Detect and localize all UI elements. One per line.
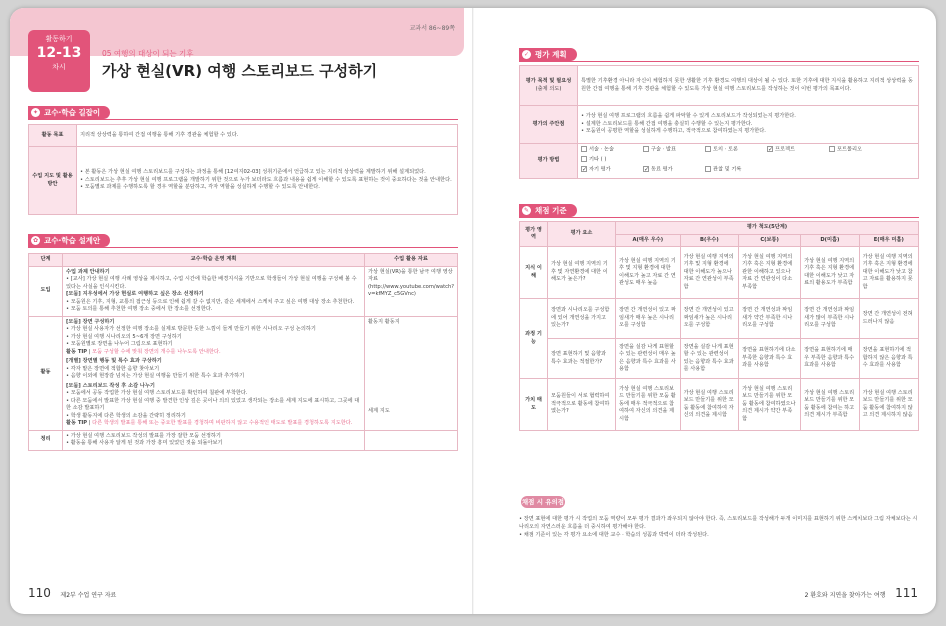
check-icon: ✓ [523, 51, 530, 58]
dev-point-3-item: • 다른 모둠에서 발표한 가상 현실 여행 중 발견한 인상 깊은 곳이나 의의 있었고 생각되는 장소를 세계 지도에 표시하고, 그곳에 대한 소감 발표하기 [66, 398, 361, 413]
method-cell [578, 144, 919, 179]
eval-plan-table [519, 65, 919, 179]
intro-resource: 가상 현실(VR)을 통한 남극 여행 영상 자료 (http://www.youtube.com/watch?v=kfMYZ_c5GVnc) [365, 266, 458, 316]
dev-point-2-title: [개별] 장면별 행동 및 특수 효과 구상하기 [66, 358, 162, 364]
section-divider [519, 217, 919, 218]
rubric-cell: 가상 현실 여행 스토리보드 만들기를 위한 모둠 활동에 매우 적극적으로 참여하여 자신의 의견을 제시함 [616, 379, 681, 431]
rubric-level-header: E(매우 미흡) [859, 234, 918, 247]
method-option[interactable] [643, 166, 705, 174]
method-option-label: 구술 · 발표 [651, 146, 676, 153]
intro-point-2-item: • 모둠원은 기후, 지형, 교통의 접근성 등으로 인해 쉽게 갈 수 없지만, 같은 세계에서 스케치 주고 싶은 여행 대상 장소 추천한다. [66, 299, 361, 307]
rubric-area: 과정 기능 [520, 299, 548, 379]
rubric-cell: 가상 현실 여행 지역의 기후 및 지형 환경에 대한 이해도가 높으나 자료 간 연관성이 부족함 [680, 247, 739, 299]
rubric-area: 지식 이해 [520, 247, 548, 299]
focus-label: 평가의 주안점 [520, 106, 578, 144]
rubric-row [520, 247, 919, 299]
rubric-level-header: C(보통) [739, 234, 801, 247]
rubric-table [519, 221, 919, 431]
rubric-cell: 장면 간 개연성이 있고 짜임새가 매우 높은 시나리오를 구성함 [616, 299, 681, 339]
rubric-level-header: D(미흡) [801, 234, 860, 247]
focus-cell [578, 106, 919, 144]
checkbox-checked-icon[interactable]: ✓ [768, 146, 774, 153]
checkbox-empty-icon[interactable] [581, 146, 587, 152]
resource-worksheet: 활동지 활동지 [368, 318, 400, 325]
method-option-label: 관찰 및 기록 [713, 166, 742, 173]
guide-item: • 본 활동은 가상 현실 여행 스토리보드를 구성하는 과정을 통해 [12여지02-03] 성취기준에서 언급하고 있는 지리적 상상력을 계발하기 위해 설계되었다. [80, 169, 454, 177]
gear-icon: ✿ [32, 237, 39, 244]
intro-point-2-item: • 모둠 토의를 통해 추천한 여행 장소 중에서 한 장소를 선정한다. [66, 306, 361, 314]
method-option[interactable] [581, 146, 643, 154]
intro-point-2-title: [모둠] 지우성에서 가상 현실로 여행하고 싶은 장소 선정하기 [66, 291, 204, 297]
stage-intro: 도입 [29, 266, 63, 316]
focus-item: • 설계한 스토리보드를 통해 간접 여행을 충실히 수행할 수 있는지 평가한다. [581, 121, 915, 129]
right-footer [805, 586, 918, 600]
rubric-element: 가상 현실 여행 지역의 기후 및 자연환경에 대한 이해도가 높은가? [548, 247, 616, 299]
method-option-label: 기타 ( ) [589, 156, 607, 163]
goal-label: 활동 목표 [29, 125, 77, 147]
method-option-label: 포트폴리오 [837, 146, 863, 153]
checkbox-empty-icon[interactable] [643, 146, 649, 152]
section-divider [28, 119, 458, 120]
checkbox-empty-icon[interactable] [829, 146, 835, 152]
closing-resource [365, 430, 458, 450]
activity-plan [63, 316, 365, 430]
rubric-cell: 가상 현실 여행 스토리보드 만들기를 위한 모둠 활동에 참여하였으나 의견 제시가 약간 부족함 [739, 379, 801, 431]
method-option[interactable] [643, 146, 705, 154]
section-divider [28, 247, 458, 248]
page-number-right: 111 [895, 586, 918, 600]
col-header-plan: 교수·학습 운영 계획 [63, 254, 365, 267]
rubric-cell: 가상 현실 여행 지역의 기후 및 지형 환경에 대한 이해도가 높고 자료 간 연관성도 매우 높음 [616, 247, 681, 299]
intro-point-1-item: • [교사] 가상 현실 여행 사례 영상을 제시하고, 수업 시간에 학습한 배경지식을 기반으로 학생들이 가상 현실 여행을 구성해 볼 수 있다는 사실을 인식시킨다. [66, 276, 361, 291]
scoring-note: • 장면 표현에 대한 평가 시 작업의 모둠 역량이 모두 평가 결과가 좌우되지 않아야 한다. 즉, 스토리보드를 작성해가 두개 이미지를 표현하기 위한 스케치보다 그림 자체보다는 시나리오의 자연스러운 흐름을 더 중시하여 평가해야 한다. [519, 516, 918, 530]
pencil-icon: ✎ [523, 207, 530, 214]
methods-row-1 [581, 146, 915, 166]
badge-label: 활동하기 [45, 35, 73, 43]
checkbox-empty-icon[interactable] [705, 146, 711, 152]
dev-point-3-item: • 학생 활동지에 다른 학생의 소감을 간략히 정리하기 [66, 413, 361, 421]
badge-number: 12-13 [36, 45, 82, 61]
right-page [473, 8, 936, 614]
rubric-cell: 가상 현실 여행 지역의 기후 혹은 지형 환경에 대한 이해도가 낮고 자료의 활용도가 부족함 [801, 247, 860, 299]
design-table [28, 253, 458, 451]
rubric-element: 모둠원들이 서로 협력하여 적극적으로 활동에 참여하였는가? [548, 379, 616, 431]
dev-point-1-item: • 모둠원별로 장면을 나누어 그림으로 표현하기 [66, 341, 361, 349]
textbook-spread [10, 8, 936, 614]
rubric-area: 가치 태도 [520, 379, 548, 431]
activity-resource [365, 316, 458, 430]
section-tab-rubric: ✎ 채점 기준 [519, 204, 577, 217]
rubric-cell: 장면 간 개연성이 전혀 드러나지 않음 [859, 299, 918, 339]
strategy-table [28, 124, 458, 215]
guide-item: • 스토리보드는 추후 가상 현실 여행 프로그램을 개발하기 위한 것으로 누가 보더라도 흐름과 내용을 쉽게 이해할 수 있도록 표현하는 것이 중요하다는 것을 안내한다. [80, 177, 454, 185]
badge-unit: 차시 [52, 63, 66, 71]
resource-world-map: 세계 지도 [368, 408, 390, 414]
dev-point-1-item: • 가상 현실 여행 시나리오의 5~6개 장면 구성하기 [66, 334, 361, 342]
scoring-note-badge: 채점 시 유의점 [521, 498, 565, 506]
section-tab-strategy: ✦ 교수·학습 길잡이 [28, 106, 110, 119]
method-option-label: 자기 평가 [589, 166, 611, 173]
rubric-body [520, 247, 919, 431]
scoring-note: • 채점 기준이 있는 각 평가 요소에 대한 교수 · 학습의 성꼼과 박력이 더라 작성된다. [519, 532, 709, 538]
checkbox-empty-icon[interactable] [581, 156, 587, 162]
footer-part: 제2부 수업 연구 자료 [60, 592, 117, 599]
rubric-cell: 가상 현실 여행 지역의 기후 혹은 지형 환경에 관한 이해하고 있으나 자료 간 연관성이 다소 부족함 [739, 247, 801, 299]
dev-tip-2: 활동 TIP | 다른 학생의 발표를 통해 또는 중요한 발표를 경청하며 비판하지 않고 수용적인 태도로 발표를 경청하도록 지도한다. [66, 420, 353, 426]
method-option[interactable] [581, 156, 643, 164]
dev-point-2-item: • 각자 맡은 장면에 적합한 음향 찾아보기 [66, 366, 361, 374]
footer-chapter: 2 환호와 지연을 찾아가는 여행 [804, 592, 886, 599]
stage-activity: 활동 [29, 316, 63, 430]
methods-row-2 [581, 166, 915, 176]
rubric-cell: 장면을 실감 나게 표현할 수 있는 관련성이 매우 높은 음향과 특수 효과를 사용함 [616, 339, 681, 379]
left-page [10, 8, 473, 614]
purpose-label: 평가 목적 및 필요성 (출제 의도) [520, 66, 578, 106]
dev-tip-1: 활동 TIP | 모둠 구성할 수에 맞춰 장면의 개수를 나누도록 안내한다. [66, 348, 221, 355]
dev-point-1-item: • 가상 현실 사용자가 선정한 여행 장소를 실제로 방문한 듯한 느낌이 들게 만들기 위한 시나리오 구성 논의하기 [66, 326, 361, 334]
left-footer [28, 586, 116, 600]
method-label: 평가 방법 [520, 144, 578, 179]
rubric-row [520, 379, 919, 431]
guide-cell [77, 147, 458, 215]
rubric-row [520, 299, 919, 339]
dev-point-3-item: • 모둠에서 공동 작업한 가상 현실 여행 스토리보드를 확인하여 칠판에 부착한다. [66, 390, 361, 398]
col-header-stage: 단계 [29, 254, 63, 267]
bulb-icon: ✦ [32, 109, 39, 116]
checkbox-empty-icon[interactable] [705, 166, 711, 172]
rubric-element: 장면 표현하기 및 음향과 특수 효과는 적절한가? [548, 339, 616, 379]
rubric-cell: 장면을 실감 나게 표현할 수 있는 관련성이 있는 음향과 특수 효과를 사용함 [680, 339, 739, 379]
method-option-label: 서술 · 논술 [589, 146, 614, 153]
dev-point-3-title: [모둠] 스토리보드 작성 후 소감 나누기 [66, 382, 155, 389]
rubric-cell: 장면 간 개연성이 있고 짜임새가 높은 시나리오를 구성함 [680, 299, 739, 339]
rubric-cell: 가상 현실 여행 스토리보드 만들기를 위한 모둠 활동에 참여하지 않고 의견 제시하지 않음 [859, 379, 918, 431]
focus-item: • 가상 현실 여행 프로그램의 흐름을 쉽게 파악할 수 있게 스토리보드가 작성되었는지 평가한다. [581, 113, 915, 121]
section-divider [519, 61, 919, 62]
rubric-cell: 가상 현실 여행 스토리보드 만들기를 위한 모둠 활동에 참여하여 자신의 의견을 제시함 [680, 379, 739, 431]
rubric-cell: 장면을 표현하기에 다소 부족한 음향과 특수 효과를 사용함 [739, 339, 801, 379]
rubric-header-scale: 평가 척도(5단계) [616, 222, 919, 235]
dev-point-2-item: • 음향 이외에 현장감 넘치는 가상 현실 여행을 만들기 위한 특수 효과 추가하기 [66, 373, 361, 381]
dev-point-1-title: [모둠] 장면 구성하기 [66, 318, 115, 325]
method-option[interactable] [767, 146, 829, 154]
lesson-subtitle: 05 여행의 대상이 되는 기후 [102, 49, 194, 58]
method-option-label: 토의 · 토론 [713, 146, 738, 153]
method-option[interactable] [829, 146, 891, 154]
method-option[interactable] [705, 166, 767, 174]
closing-plan [63, 430, 365, 450]
col-header-resource: 수업 활용 자료 [365, 254, 458, 267]
checkbox-checked-icon[interactable]: ✓ [582, 166, 588, 173]
rubric-header-area: 평가 영역 [520, 222, 548, 247]
rubric-cell: 장면 간 개연성과 짜임새가 약간 부족한 시나리오를 구성함 [739, 299, 801, 339]
closing-item: • 가상 현실 여행 스토리보드 작성의 발표를 가장 잘한 모둠 선정하기 [66, 433, 361, 441]
goal-text: 지리적 상상력을 통하여 간접 여행을 통해 기후 경관을 체험할 수 있다. [77, 125, 458, 147]
method-option-label: 프로젝트 [775, 146, 796, 153]
rubric-level-header: B(우수) [680, 234, 739, 247]
lesson-title: 가상 현실(VR) 여행 스토리보드 구성하기 [102, 62, 378, 80]
activity-badge [28, 30, 90, 92]
scoring-notes [519, 515, 919, 539]
guide-label: 수업 지도 및 활용 방안 [29, 147, 77, 215]
stage-closing: 정리 [29, 430, 63, 450]
method-option[interactable] [581, 166, 643, 174]
rubric-level-header: A(매우 우수) [616, 234, 681, 247]
section-tab-design: ✿ 교수·학습 설계안 [28, 234, 110, 247]
rubric-cell: 장면을 표현하기에 매우 부족한 음향과 특수 효과를 사용함 [801, 339, 860, 379]
purpose-text: 특별한 기후환경 아니라 자신이 체험하지 못한 생활한 기후 환경도 여행의 대상이 될 수 있다. 또한 기후에 대한 지식을 활용하고 지리적 상상력을 동원한 간접 여행을 통해 기후 경관을 체험할 수 있도록 가상 현실 여행 스토리보드를 작성하는 것이 이번 평가의 목표이다. [578, 66, 919, 106]
focus-item: • 모둠원이 공평한 역할을 성실하게 수행하고, 적극적으로 참여하였는지 평가한다. [581, 128, 915, 136]
checkbox-checked-icon[interactable]: ✓ [644, 166, 650, 173]
rubric-header-element: 평가 요소 [548, 222, 616, 247]
rubric-cell: 장면을 표현하기에 적합하지 않은 음향과 특수 효과를 사용함 [859, 339, 918, 379]
rubric-cell: 장면 간 개연성과 짜임새가 많이 부족한 시나리오를 구성함 [801, 299, 860, 339]
rubric-element: 장면과 시나리오를 구성함에 있어 개연성을 가지고 있는가? [548, 299, 616, 339]
method-option[interactable] [705, 146, 767, 154]
intro-plan [63, 266, 365, 316]
closing-item: • 활동을 통해 사용자 알게 된 것과 가장 흥미 있었던 것을 되돌아보기 [66, 440, 361, 448]
guide-item: • 모둠별로 과제를 수행하도록 할 경우 역할을 분담하고, 각자 역할을 성실하게 수행할 수 있도록 안내한다. [80, 184, 454, 192]
section-tab-eval-plan: ✓ 평가 계획 [519, 48, 577, 61]
intro-point-1-title: 수업 과제 안내하기 [66, 268, 110, 275]
rubric-cell: 가상 현실 여행 스토리보드 만들기를 위한 모둠 활동에 참여는 하고 의견 제시가 부족함 [801, 379, 860, 431]
rubric-row [520, 339, 919, 379]
page-number-left: 110 [28, 586, 51, 600]
textbook-ref-note: 교과서 86~89쪽 [409, 25, 455, 32]
rubric-cell: 가상 현실 여행 지역의 기후 혹은 지형 환경에 대한 이해도가 낮고 참고 자료를 활용하지 못함 [859, 247, 918, 299]
method-option-label: 동료 평가 [651, 166, 673, 173]
